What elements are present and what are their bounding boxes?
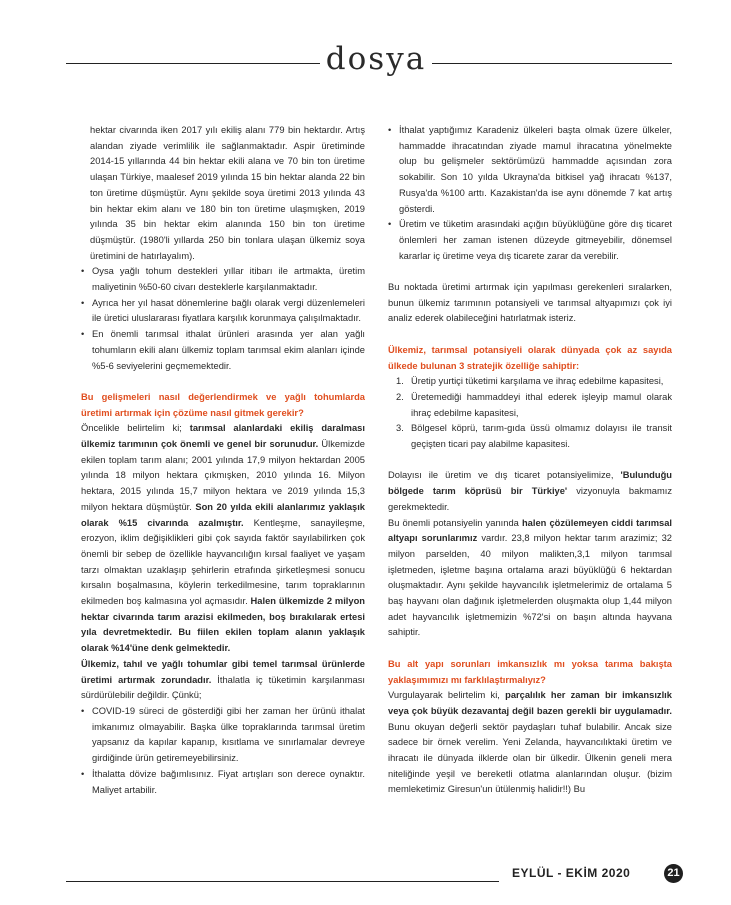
bullet-list <box>81 264 365 374</box>
left-column <box>81 123 365 798</box>
list-item: 3. Bölgesel köprü, tarım-gıda üssü olmamız dolayısı ile transit geçişten ticari pay alabilme kapasitesi. <box>396 423 672 450</box>
paragraph: Bu önemli potansiyelin yanında halen çözülemeyen ciddi tarımsal altyapı sorunlarımız vardır. 23,8 milyon hektar tarım arazimiz; 32 milyon parselden, 40 milyon malikten,3,1 milyon tarımsal işletmeden, işletme başına ortalama arazi büyüklüğü 6 hektardan oluşmaktadır. Aynı şekilde hayvancılık işletmelerimiz de ortalama 5 baş hayvanı olan dağınık işletmelerden oluşmakta olup 1,44 milyon adet hayvancılık işletmemizin %72'si on başın altında hayvana sahiptir. <box>388 517 673 638</box>
paragraph: Ülkemiz, tahıl ve yağlı tohumlar gibi temel tarımsal ürünlerde üretimi artırmak zorundadır. İthalatla iç tüketimin karşılanması sürdürülebilir değildir. Çünkü; <box>81 658 365 701</box>
question-heading: Ülkemiz, tarımsal potansiyeli olarak dünyada çok az sayıda ülkede bulunan 3 stratejik özelliğe sahiptir: <box>388 344 672 371</box>
list-item: 1. Üretip yurtiçi tüketimi karşılama ve ihraç edebilme kapasitesi, <box>396 376 664 387</box>
list-item: • En önemli tarımsal ithalat ürünleri arasında yer alan yağlı tohumların ekili alanı ülkemiz toplam tarımsal ekim alanları içinde %5-6 seviyelerini geçmemektedir. <box>81 327 365 374</box>
bullet-list <box>388 123 672 264</box>
right-column <box>388 123 672 798</box>
bullet-list <box>81 704 365 798</box>
question-heading: Bu alt yapı sorunları imkansızlık mı yoksa tarıma bakışta yaklaşımımızı mı farklılaştırmalıyız? <box>388 658 672 685</box>
page-number-badge: 21 <box>664 864 683 883</box>
header-rule-left <box>66 63 320 64</box>
list-item: • Ayrıca her yıl hasat dönemlerine bağlı olarak vergi düzenlemeleri ile üretici uluslararası fiyatlara karşılık korunmaya çalışılmaktadır. <box>81 296 365 327</box>
footer-rule <box>66 881 499 882</box>
list-item: • İthalat yaptığımız Karadeniz ülkeleri başta olmak üzere ülkeler, hammadde ihracatından ziyade mamul ihracatına yönelmekte olup bu gelişmeler sektörümüzü hammadde açısından zora sokabilir. Son 10 yılda Ukrayna'da bitkisel yağ ihracatı %137, Rusya'da %100 arttı. Kazakistan'da ise aynı dönemde 7 kat artış gösterdi. <box>388 123 672 217</box>
numbered-list <box>388 374 672 453</box>
list-item: • Üretim ve tüketim arasındaki açığın büyüklüğüne göre dış ticaret önlemleri her zaman istenen düzeyde gitmeyebilir, dönemsel kararlar iç üretime veya dış ticarete zarar da verebilir. <box>388 217 672 264</box>
list-item: • COVID-19 süreci de gösterdiği gibi her zaman her ürünü ithalat imkanımız olmayabilir. Başka ülke topraklarında tarımsal üretim yapsanız da kapılar kapanıp, kısıtlama ve sınırlamalar devreye girdiğinde ürün getiremeyebilirsiniz. <box>81 704 365 767</box>
paragraph: Öncelikle belirtelim ki; tarımsal alanlardaki ekiliş daralması ülkemiz tarımının çok önemli ve genel bir sorunudur. Ülkemizde ekilen toplam tarım alanı; 2001 yılında 17,9 milyon hektardan 2005 yılında 18 milyon hektara çıkmışken, 2010 yılında 16. Milyon hektara, 2015 yılında 15,7 milyon hektara ve 2019 yılında 15,3 milyon hektara düşmüştür. Son 20 yılda ekili alanlarımız yaklaşık olarak %15 civarında azalmıştır. Kentleşme, sanayileşme, erozyon, iklim değişiklikleri gibi çok sayıda faktör sayılabilirken çok önemli bir sebep de özellikle hayvancılığın kırsal faaliyet ve yaşam tarzı olmaktan uzaklaşıp şehirlerin etrafında şirketleşmesi sonucu kırsalın boşalmasına, köylerin terkedilmesine, tarım topraklarının ekilmeden boş kalmasına yol açmasıdır. Halen ülkemizde 2 milyon hektar civarında tarım arazisi ekilmeden, boş bırakılarak ertesi yıla devretmektedir. Bu fiilen ekilen toplam alanın yaklaşık olarak %14'üne denk gelmektedir. <box>81 423 366 654</box>
issue-label: EYLÜL - EKİM 2020 <box>512 866 631 880</box>
paragraph: Vurgulayarak belirtelim ki, parçalılık her zaman bir imkansızlık veya çok büyük dezavantaj değil bazen gerekli bir uygulamadır. Bunu okuyan değerli sektör paydaşları tuhaf bulabilir. Ancak size sadece bir örnek verelim. Yeni Zelanda, hayvancılıktaki üretim ve ihracatı ile dünyada ilklerde olan bir ülkedir. Ülkenin geneli mera niteliğinde yeşil ve bereketli otlatma alanlarından oluşur. (bizim memleketimiz Giresun'un ütülenmiş halidir!!) Bu <box>388 690 672 795</box>
list-item: 2. Üretemediği hammaddeyi ithal ederek işleyip mamul olarak ihraç edebilme kapasitesi, <box>396 391 672 418</box>
paragraph: Bu noktada üretimi artırmak için yapılması gerekenleri sıralarken, bunun ülkemiz tarımının potansiyeli ve tarımsal altyapımızı çok iyi analiz ederek olabileceğini hatırlatmak isteriz. <box>388 282 672 324</box>
paragraph: hektar civarında iken 2017 yılı ekiliş alanı 779 bin hektardır. Artış alandan ziyade verimlilik ile sağlanmaktadır. Aspir üretiminde 2014-15 yıllarında 44 bin hektar ekili alana ve 70 bin ton üretime ulaşan Türkiye, maalesef 2019 yılında 15 bin hektar alanda 22 bin ton üretime düşmüştür. Aynı şekilde soya üretimi 2013 yılında 43 bin hektar ekim alanı ve 180 bin ton üretime ulaşmışken, 2019 yılında 35 bin hektar ekim alanında 150 bin ton üretime düşmüştür. (1980'li yıllarda 250 bin tonlara ulaşan ülkemiz soya üretimini de hatırlayalım). <box>90 125 365 261</box>
header-rule-right <box>432 63 672 64</box>
list-item: • İthalatta dövize bağımlısınız. Fiyat artışları son derece oynaktır. Maliyet artabilir. <box>81 767 365 798</box>
section-title: dosya <box>325 41 427 77</box>
list-item: • Oysa yağlı tohum destekleri yıllar itibarı ile artmakta, üretim maliyetinin %50-60 civarı desteklerle karşılanmaktadır. <box>81 264 365 295</box>
question-heading: Bu gelişmeleri nasıl değerlendirmek ve yağlı tohumlarda üretimi artırmak için çözüme nasıl gitmek gerekir? <box>81 391 365 418</box>
paragraph: Dolayısı ile üretim ve dış ticaret potansiyelimize, 'Bulunduğu bölgede tarım köprüsü bir Türkiye' vizyonuyla bakmamız gerekmektedir. <box>388 470 672 512</box>
